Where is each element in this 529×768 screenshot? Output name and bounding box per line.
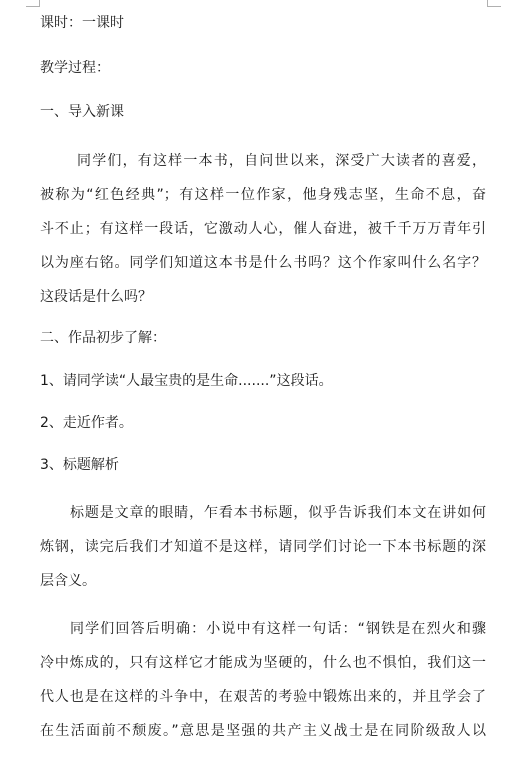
list-item-author: 2、走近作者。	[40, 415, 133, 431]
margin-corner-mark-left	[39, 0, 40, 7]
paragraph-line: 同学们回答后明确：小说中有这样一句话：“钢铁是在烈火和骤	[70, 621, 486, 637]
introduction-paragraph	[40, 144, 486, 314]
paragraph-line: 标题是文章的眼睛，乍看本书标题，似乎告诉我们本文在讲如何	[70, 505, 486, 521]
margin-corner-mark-right-horizontal	[488, 6, 501, 7]
title-analysis-paragraph	[40, 496, 486, 598]
paragraph-line: 层含义。	[40, 573, 96, 589]
paragraph-line: 同学们，有这样一本书，自问世以来，深受广大读者的喜爱，	[77, 153, 486, 169]
list-item-title-analysis: 3、标题解析	[40, 457, 119, 473]
paragraph-line: 在生活面前不颓废。”意思是坚强的共产主义战士是在同阶级敌人以	[40, 723, 486, 739]
paragraph-line: 以为座右铭。同学们知道这本书是什么书吗？这个作家叫什么名字？	[40, 255, 486, 271]
section-title-work-overview: 二、作品初步了解：	[40, 330, 166, 346]
paragraph-line: 炼钢，读完后我们才知道不是这样，请同学们讨论一下本书标题的深	[40, 539, 486, 555]
document-body	[40, 12, 486, 748]
paragraph-line: 这段话是什么吗？	[40, 289, 152, 305]
list-item-read-passage: 1、请同学读“人最宝贵的是生命.......”这段话。	[40, 373, 333, 389]
paragraph-line: 斗不止；有这样一段话，它激动人心，催人奋进，被千千万万青年引	[40, 221, 486, 237]
paragraph-line: 冷中炼成的，只有这样它才能成为坚硬的，什么也不惧怕，我们这一	[40, 655, 486, 671]
paragraph-line: 被称为“红色经典”；有这样一位作家，他身残志坚，生命不息，奋	[40, 187, 486, 203]
paragraph-line: 代人也是在这样的斗争中，在艰苦的考验中锻炼出来的，并且学会了	[40, 689, 486, 705]
lesson-duration-line: 课时：一课时	[40, 15, 124, 31]
teaching-process-label: 教学过程：	[40, 60, 110, 76]
margin-corner-mark-left-horizontal	[26, 6, 39, 7]
answer-paragraph	[40, 612, 486, 748]
section-title-introduction: 一、导入新课	[40, 104, 124, 120]
